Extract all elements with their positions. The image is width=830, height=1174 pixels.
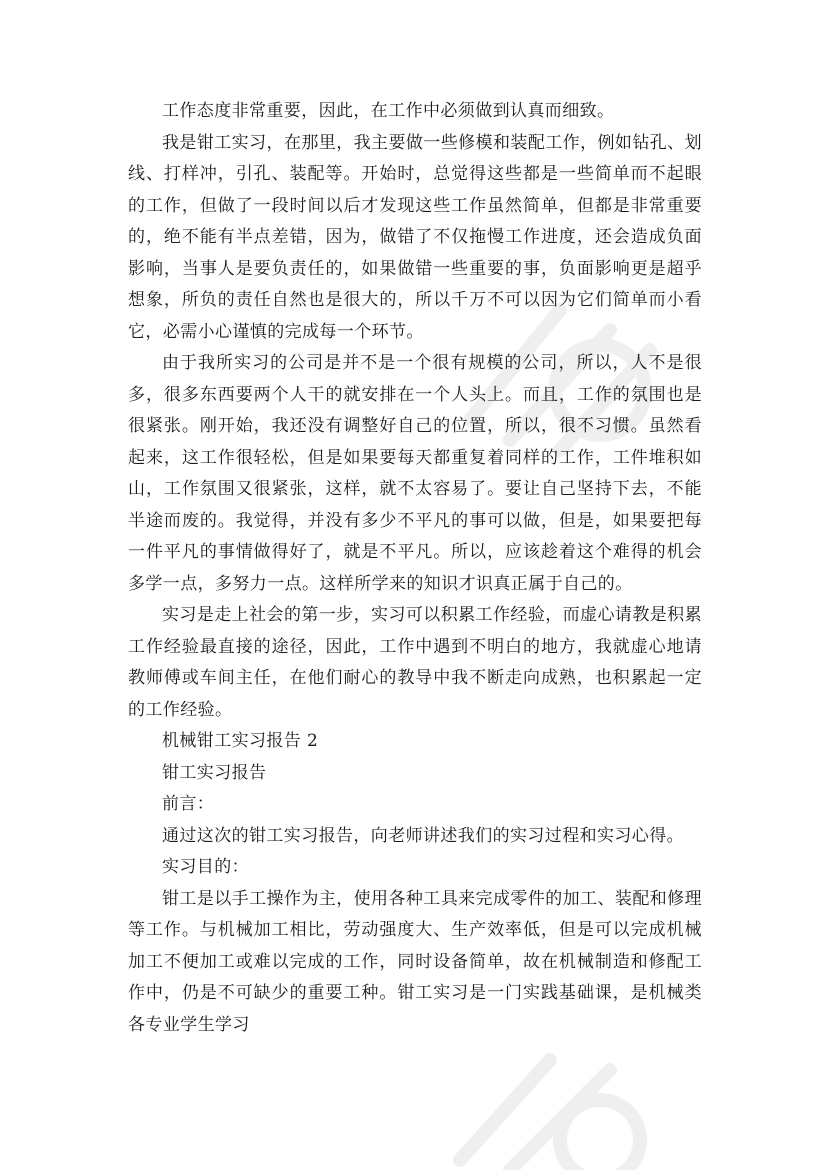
paragraph-1: 工作态度非常重要，因此，在工作中必须做到认真而细致。 [162, 101, 615, 121]
paragraph-2: 我是钳工实习，在那里，我主要做一些修模和装配工作，例如钻孔、划线、打样冲，引孔、装配等。开始时，总觉得这些都是一些简单而不起眼的工作，但做了一段时间以后才发现这些工作虽然简单，但都是非常重要的，绝不能有半点差错，因为，做错了不仅拖慢工作进度，还会造成负面影响，当事人是要负责任的，如果做错一些重要的事，负面影响更是超乎想象，所负的责任自然也是很大的，所以千万不可以因为它们简单而小看它，必需小心谨慎的完成每一个环节。 [128, 132, 702, 342]
preface-heading: 前言： [162, 794, 215, 814]
report-title: 钳工实习报告 [162, 762, 267, 783]
paragraph-3: 由于我所实习的公司是并不是一个很有规模的公司，所以，人不是很多，很多东西要两个人干的就安排在一个人头上。而且，工作的氛围也是很紧张。刚开始，我还没有调整好自己的位置，所以，很不习惯。虽然看起来，这工作很轻松，但是如果要每天都重复着同样的工作，工件堆积如山，工作氛围又很紧张，这样，就不太容易了。要让自己坚持下去，不能半途而废的。我觉得，并没有多少不平凡的事可以做，但是，如果要把每一件平凡的事情做得好了，就是不平凡。所以，应该趁着这个难得的机会多学一点，多努力一点。这样所学来的知识才识真正属于自己的。 [128, 353, 702, 594]
document-body [128, 96, 702, 1041]
paragraph-4: 实习是走上社会的第一步，实习可以积累工作经验，而虚心请教是积累工作经验最直接的途径，因此，工作中遇到不明白的地方，我就虚心地请教师傅或车间主任，在他们耐心的教导中我不断走向成熟，也积累起一定的工作经验。 [128, 605, 702, 720]
watermark-logo-bottom [440, 1020, 670, 1170]
purpose-text: 钳工是以手工操作为主，使用各种工具来完成零件的加工、装配和修理等工作。与机械加工相比，劳动强度大、生产效率低，但是可以完成机械加工不便加工或难以完成的工作，同时设备简单，故在机械制造和修配工作中，仍是不可缺少的重要工种。钳工实习是一门实践基础课，是机械类各专业学生学习 [128, 888, 702, 1035]
preface-text: 通过这次的钳工实习报告，向老师讲述我们的实习过程和实习心得。 [162, 825, 684, 846]
section-heading-report-2: 机械钳工实习报告 2 [162, 731, 319, 751]
purpose-heading: 实习目的： [162, 857, 249, 877]
